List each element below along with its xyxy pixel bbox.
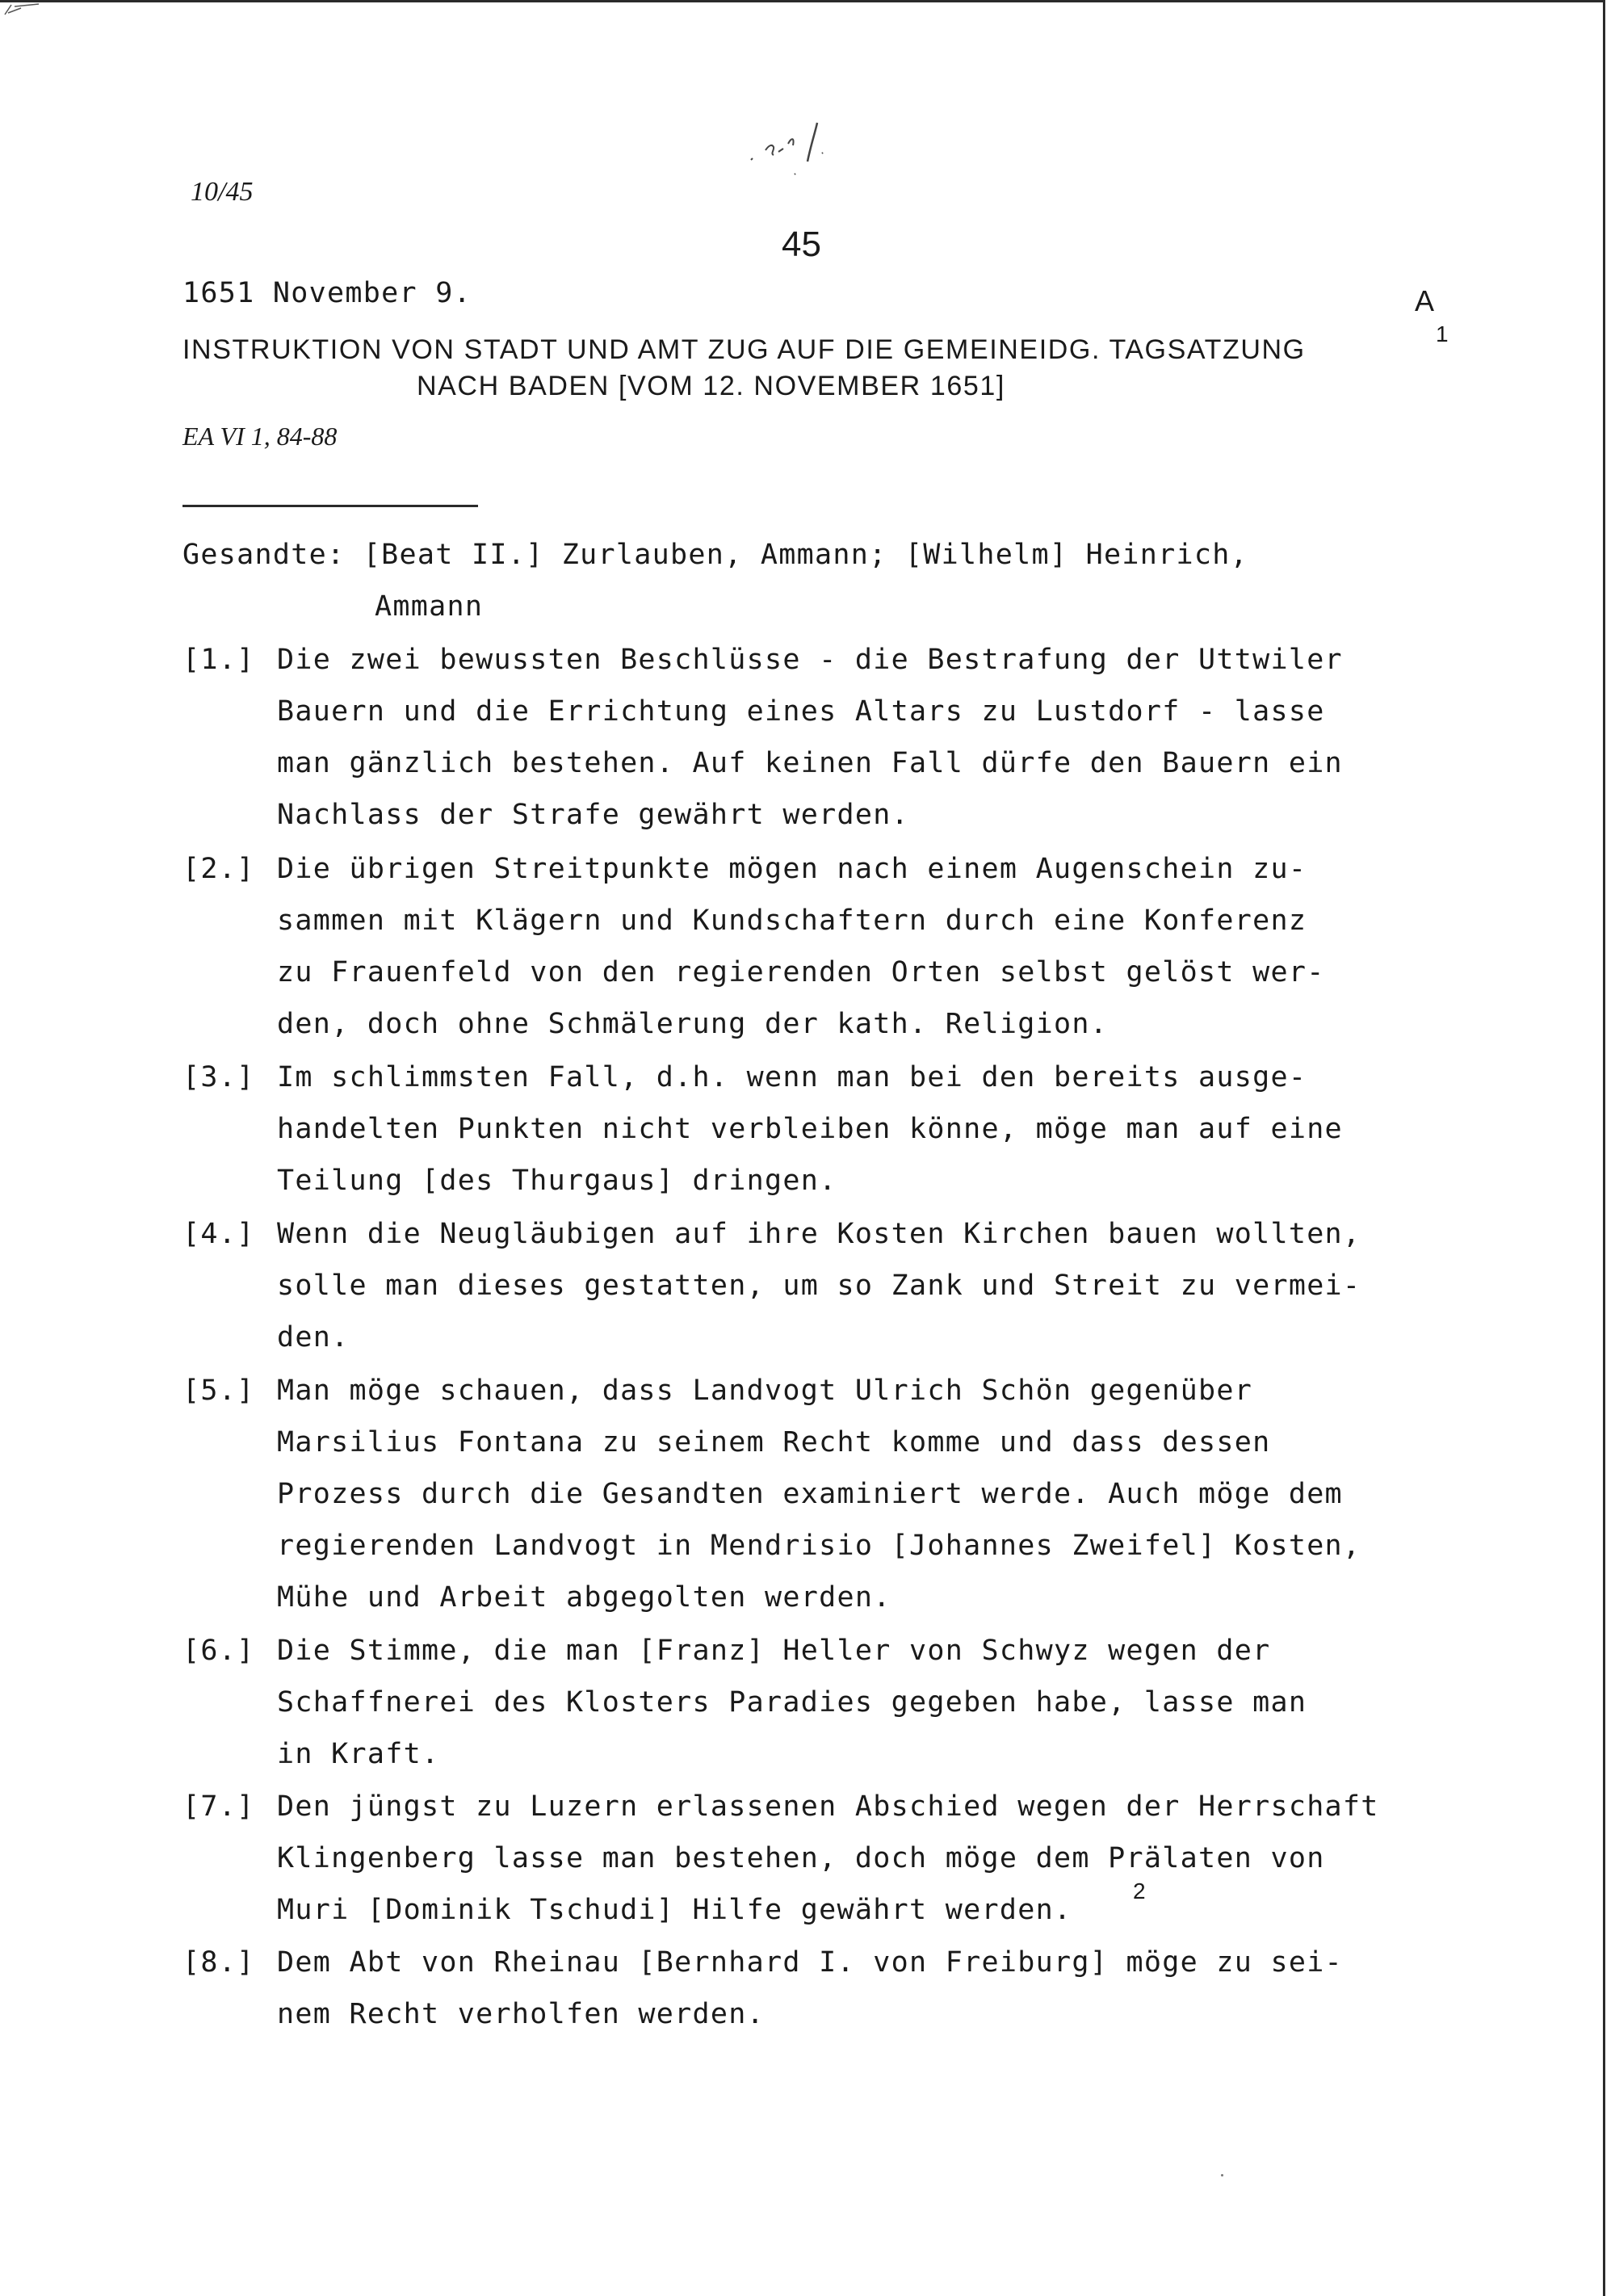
item-7-line-1: Den jüngst zu Luzern erlassenen Abschied wegen der Herrschaft — [277, 1790, 1379, 1823]
item-number-1: [1.] — [182, 644, 255, 676]
item-2-line-3: zu Frauenfeld von den regierenden Orten selbst gelöst wer- — [277, 956, 1325, 988]
document-date: 1651 November 9. — [182, 277, 472, 309]
separator-rule — [182, 505, 478, 507]
item-5-line-5: Mühe und Arbeit abgegolten werden. — [277, 1581, 891, 1614]
item-1-line-4: Nachlass der Strafe gewährt werden. — [277, 799, 910, 831]
item-3-line-2: handelten Punkten nicht verbleiben könne, möge man auf eine — [277, 1113, 1343, 1145]
item-5-line-2: Marsilius Fontana zu seinem Recht komme und dass dessen — [277, 1426, 1271, 1459]
footnote-reference-1: 1 — [1436, 321, 1449, 346]
document-title-line-1: INSTRUKTION VON STADT UND AMT ZUG AUF DIE GEMEINEIDG. TAGSATZUNG — [182, 334, 1306, 365]
item-1-line-3: man gänzlich bestehen. Auf keinen Fall dürfe den Bauern ein — [277, 747, 1343, 779]
item-8-line-2: nem Recht verholfen werden. — [277, 1998, 766, 2030]
item-4-line-1: Wenn die Neugläubigen auf ihre Kosten Kirchen bauen wollten, — [277, 1218, 1361, 1250]
envoys-line-1: Gesandte: [Beat II.] Zurlauben, Ammann; [Wilhelm] Heinrich, — [182, 539, 1248, 571]
item-2-line-1: Die übrigen Streitpunkte mögen nach einem Augenschein zu- — [277, 853, 1307, 885]
item-2-line-4: den, doch ohne Schmälerung der kath. Religion. — [277, 1008, 1109, 1040]
item-6-line-1: Die Stimme, die man [Franz] Heller von Schwyz wegen der — [277, 1635, 1271, 1667]
item-number-5: [5.] — [182, 1375, 255, 1407]
item-4-line-2: solle man dieses gestatten, um so Zank und Streit zu vermei- — [277, 1270, 1361, 1302]
item-1-line-2: Bauern und die Errichtung eines Altars zu Lustdorf - lasse — [277, 695, 1325, 728]
item-3-line-1: Im schlimmsten Fall, d.h. wenn man bei den bereits ausge- — [277, 1061, 1307, 1093]
handwritten-mark — [741, 113, 838, 178]
item-number-8: [8.] — [182, 1946, 255, 1979]
item-5-line-4: regierenden Landvogt in Mendrisio [Johannes Zweifel] Kosten, — [277, 1530, 1361, 1562]
item-number-2: [2.] — [182, 853, 255, 885]
item-4-line-3: den. — [277, 1321, 350, 1354]
page-number: 45 — [782, 225, 821, 264]
scan-speck — [1221, 2174, 1223, 2176]
scan-corner-mark — [3, 2, 40, 18]
classification-letter: A — [1415, 284, 1435, 317]
item-number-6: [6.] — [182, 1635, 255, 1667]
item-3-line-3: Teilung [des Thurgaus] dringen. — [277, 1165, 837, 1197]
document-title-line-2: NACH BADEN [VOM 12. NOVEMBER 1651] — [417, 371, 1005, 401]
source-reference: EA VI 1, 84-88 — [182, 422, 338, 451]
item-8-line-1: Dem Abt von Rheinau [Bernhard I. von Freiburg] möge zu sei- — [277, 1946, 1343, 1979]
item-7-line-3: Muri [Dominik Tschudi] Hilfe gewährt werden. — [277, 1894, 1072, 1926]
scan-border-top — [0, 0, 1603, 2]
item-2-line-2: sammen mit Klägern und Kundschaftern durch eine Konferenz — [277, 905, 1307, 937]
item-5-line-1: Man möge schauen, dass Landvogt Ulrich Schön gegenüber — [277, 1375, 1253, 1407]
item-number-7: [7.] — [182, 1790, 255, 1823]
footnote-reference-2: 2 — [1133, 1878, 1146, 1904]
scan-border-right — [1603, 0, 1605, 2296]
item-7-line-2: Klingenberg lasse man bestehen, doch möge dem Prälaten von — [277, 1842, 1325, 1874]
envoys-line-2: Ammann — [375, 590, 484, 623]
archive-reference: 10/45 — [191, 177, 254, 207]
item-5-line-3: Prozess durch die Gesandten examiniert werde. Auch möge dem — [277, 1478, 1343, 1510]
item-6-line-2: Schaffnerei des Klosters Paradies gegeben habe, lasse man — [277, 1686, 1307, 1719]
item-1-line-1: Die zwei bewussten Beschlüsse - die Bestrafung der Uttwiler — [277, 644, 1343, 676]
item-number-3: [3.] — [182, 1061, 255, 1093]
item-6-line-3: in Kraft. — [277, 1738, 440, 1770]
item-number-4: [4.] — [182, 1218, 255, 1250]
